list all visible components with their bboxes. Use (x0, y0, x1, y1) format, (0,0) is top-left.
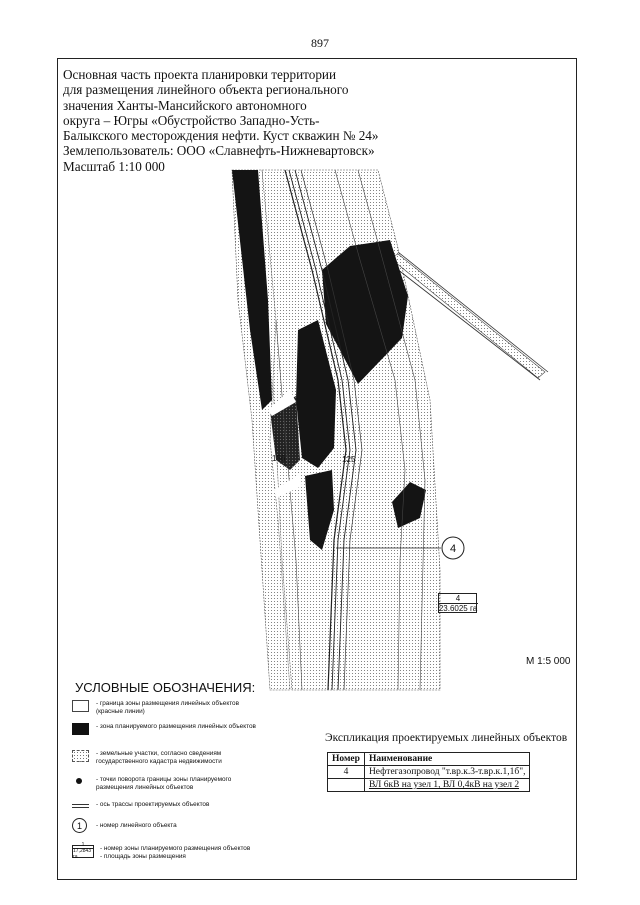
title-line: значения Ханты-Мансийского автономного (63, 97, 307, 113)
turning-point-label: 125 (342, 455, 356, 464)
row-number: 4 (328, 766, 365, 779)
scale-note: М 1:5 000 (526, 656, 571, 667)
row-name: ВЛ 6кВ на узел 1, ВЛ 0,4кВ на узел 2 (364, 779, 530, 792)
title-line: для размещения линейного объекта регионального (63, 82, 349, 98)
title-line: Основная часть проекта планировки территории (63, 67, 337, 82)
object-number: 4 (449, 543, 457, 555)
table-row (328, 779, 530, 792)
legend-text: - граница зоны размещения линейных объектов (красные линии) (96, 700, 239, 715)
title-line: Балыкского месторождения нефти. Куст скважин № 24» (63, 128, 379, 144)
legend-symbol-zone-label (72, 841, 94, 860)
title-line: округа – Югры «Обустройство Западно-Усть- (63, 112, 320, 128)
legend-text: - ось трассы проектируемых объектов (96, 801, 210, 808)
legend-text-line: - площадь зоны размещения (100, 853, 186, 860)
zone-area: 23.6025 га (438, 604, 478, 613)
legend-text: - точки поворота границы зоны планируемого размещения линейных объектов (96, 776, 232, 791)
legend-symbol-zone (72, 723, 89, 735)
explication-title: Экспликация проектируемых линейных объектов (325, 732, 568, 744)
title-line: Землепользователь: ООО «Славнефть-Нижневартовск» (63, 143, 375, 159)
table-header-row (328, 753, 530, 766)
row-name: Нефтегазопровод "т.вр.к.3-т.вр.к.1,1б", (364, 766, 530, 779)
legend-text-line: - номер зоны планируемого размещения объектов (100, 845, 251, 852)
legend-box-number: 1 (73, 843, 93, 850)
legend-symbol-number: 1 (72, 818, 87, 833)
turning-point-label: 156 (272, 454, 286, 463)
legend-text: - номер линейного объекта (96, 822, 177, 829)
column-header: Наименование (364, 753, 530, 766)
zone-label (438, 594, 478, 613)
legend-text: - земельные участки, согласно сведениям государственного кадастра недвижимости (96, 750, 222, 765)
legend-title: УСЛОВНЫЕ ОБОЗНАЧЕНИЯ: (75, 680, 256, 695)
legend-symbol-axis (72, 804, 89, 808)
row-number (328, 779, 365, 792)
zone-number: 4 (438, 594, 478, 604)
legend-symbol-boundary (72, 700, 89, 712)
title-line: Масштаб 1:10 000 (63, 158, 165, 174)
legend-symbol-parcel (72, 750, 89, 762)
legend-box-area: 17,2843 га (73, 848, 92, 860)
legend-text (100, 845, 270, 861)
explication-table (327, 752, 530, 792)
legend-symbol-point (76, 778, 82, 784)
table-row (328, 766, 530, 779)
page-number: 897 (311, 36, 329, 50)
legend-text: - зона планируемого размещения линейных объектов (96, 723, 256, 730)
column-header: Номер (328, 753, 365, 766)
